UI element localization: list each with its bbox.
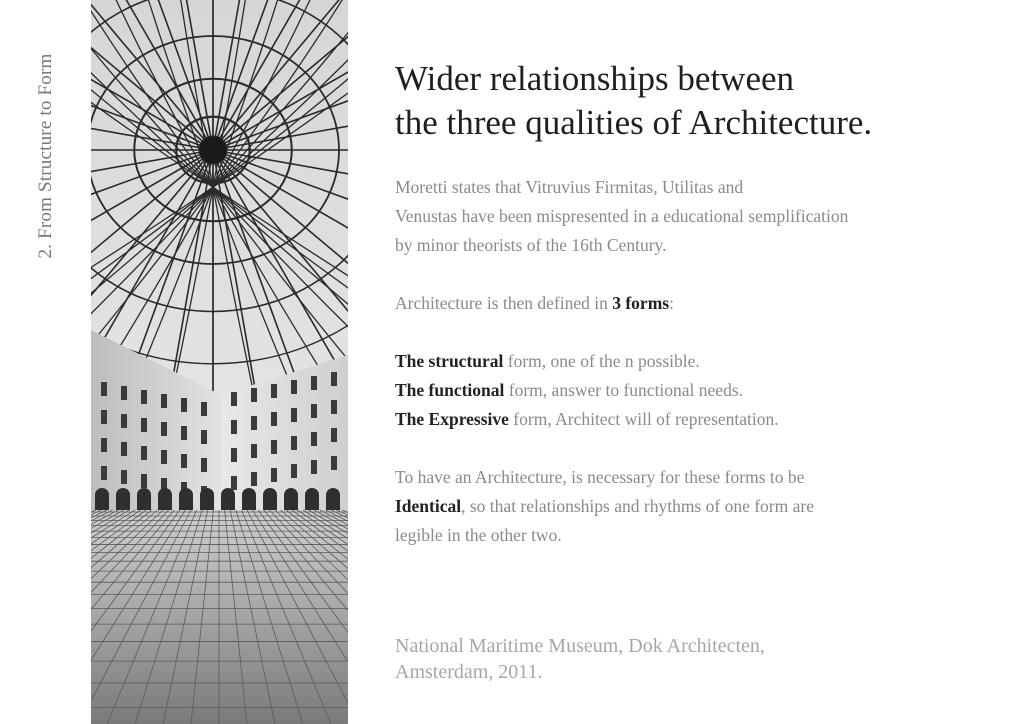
- body-text: [395, 173, 995, 550]
- definition-bold: 3 forms: [612, 293, 670, 313]
- conclusion-line-3: legible in the other two.: [395, 525, 562, 545]
- form-expressive: The Expressive form, Architect will of representation.: [395, 409, 779, 429]
- intro-line-1: Moretti states that Vitruvius Firmitas, Utilitas and: [395, 177, 744, 197]
- title-line-2: the three qualities of Architecture.: [395, 103, 873, 143]
- title-line-1: Wider relationships between: [395, 59, 795, 99]
- conclusion-line-2: Identical, so that relationships and rhythms of one form are: [395, 496, 814, 516]
- conclusion-line-1: To have an Architecture, is necessary for these forms to be: [395, 467, 805, 487]
- museum-courtyard-photo: [91, 0, 348, 724]
- form-functional: The functional form, answer to functional needs.: [395, 380, 744, 400]
- intro-line-3: by minor theorists of the 16th Century.: [395, 235, 667, 255]
- section-label: 2. From Structure to Form: [35, 53, 56, 259]
- photo-caption: [395, 633, 765, 685]
- intro-line-2: Venustas have been mispresented in a educational semplification: [395, 206, 849, 226]
- definition-line: Architecture is then defined in 3 forms:: [395, 293, 674, 313]
- page-title: [395, 57, 995, 145]
- caption-line-1: National Maritime Museum, Dok Architecten,: [395, 635, 765, 657]
- caption-line-2: Amsterdam, 2011.: [395, 661, 543, 683]
- form-structural: The structural form, one of the n possible.: [395, 351, 700, 371]
